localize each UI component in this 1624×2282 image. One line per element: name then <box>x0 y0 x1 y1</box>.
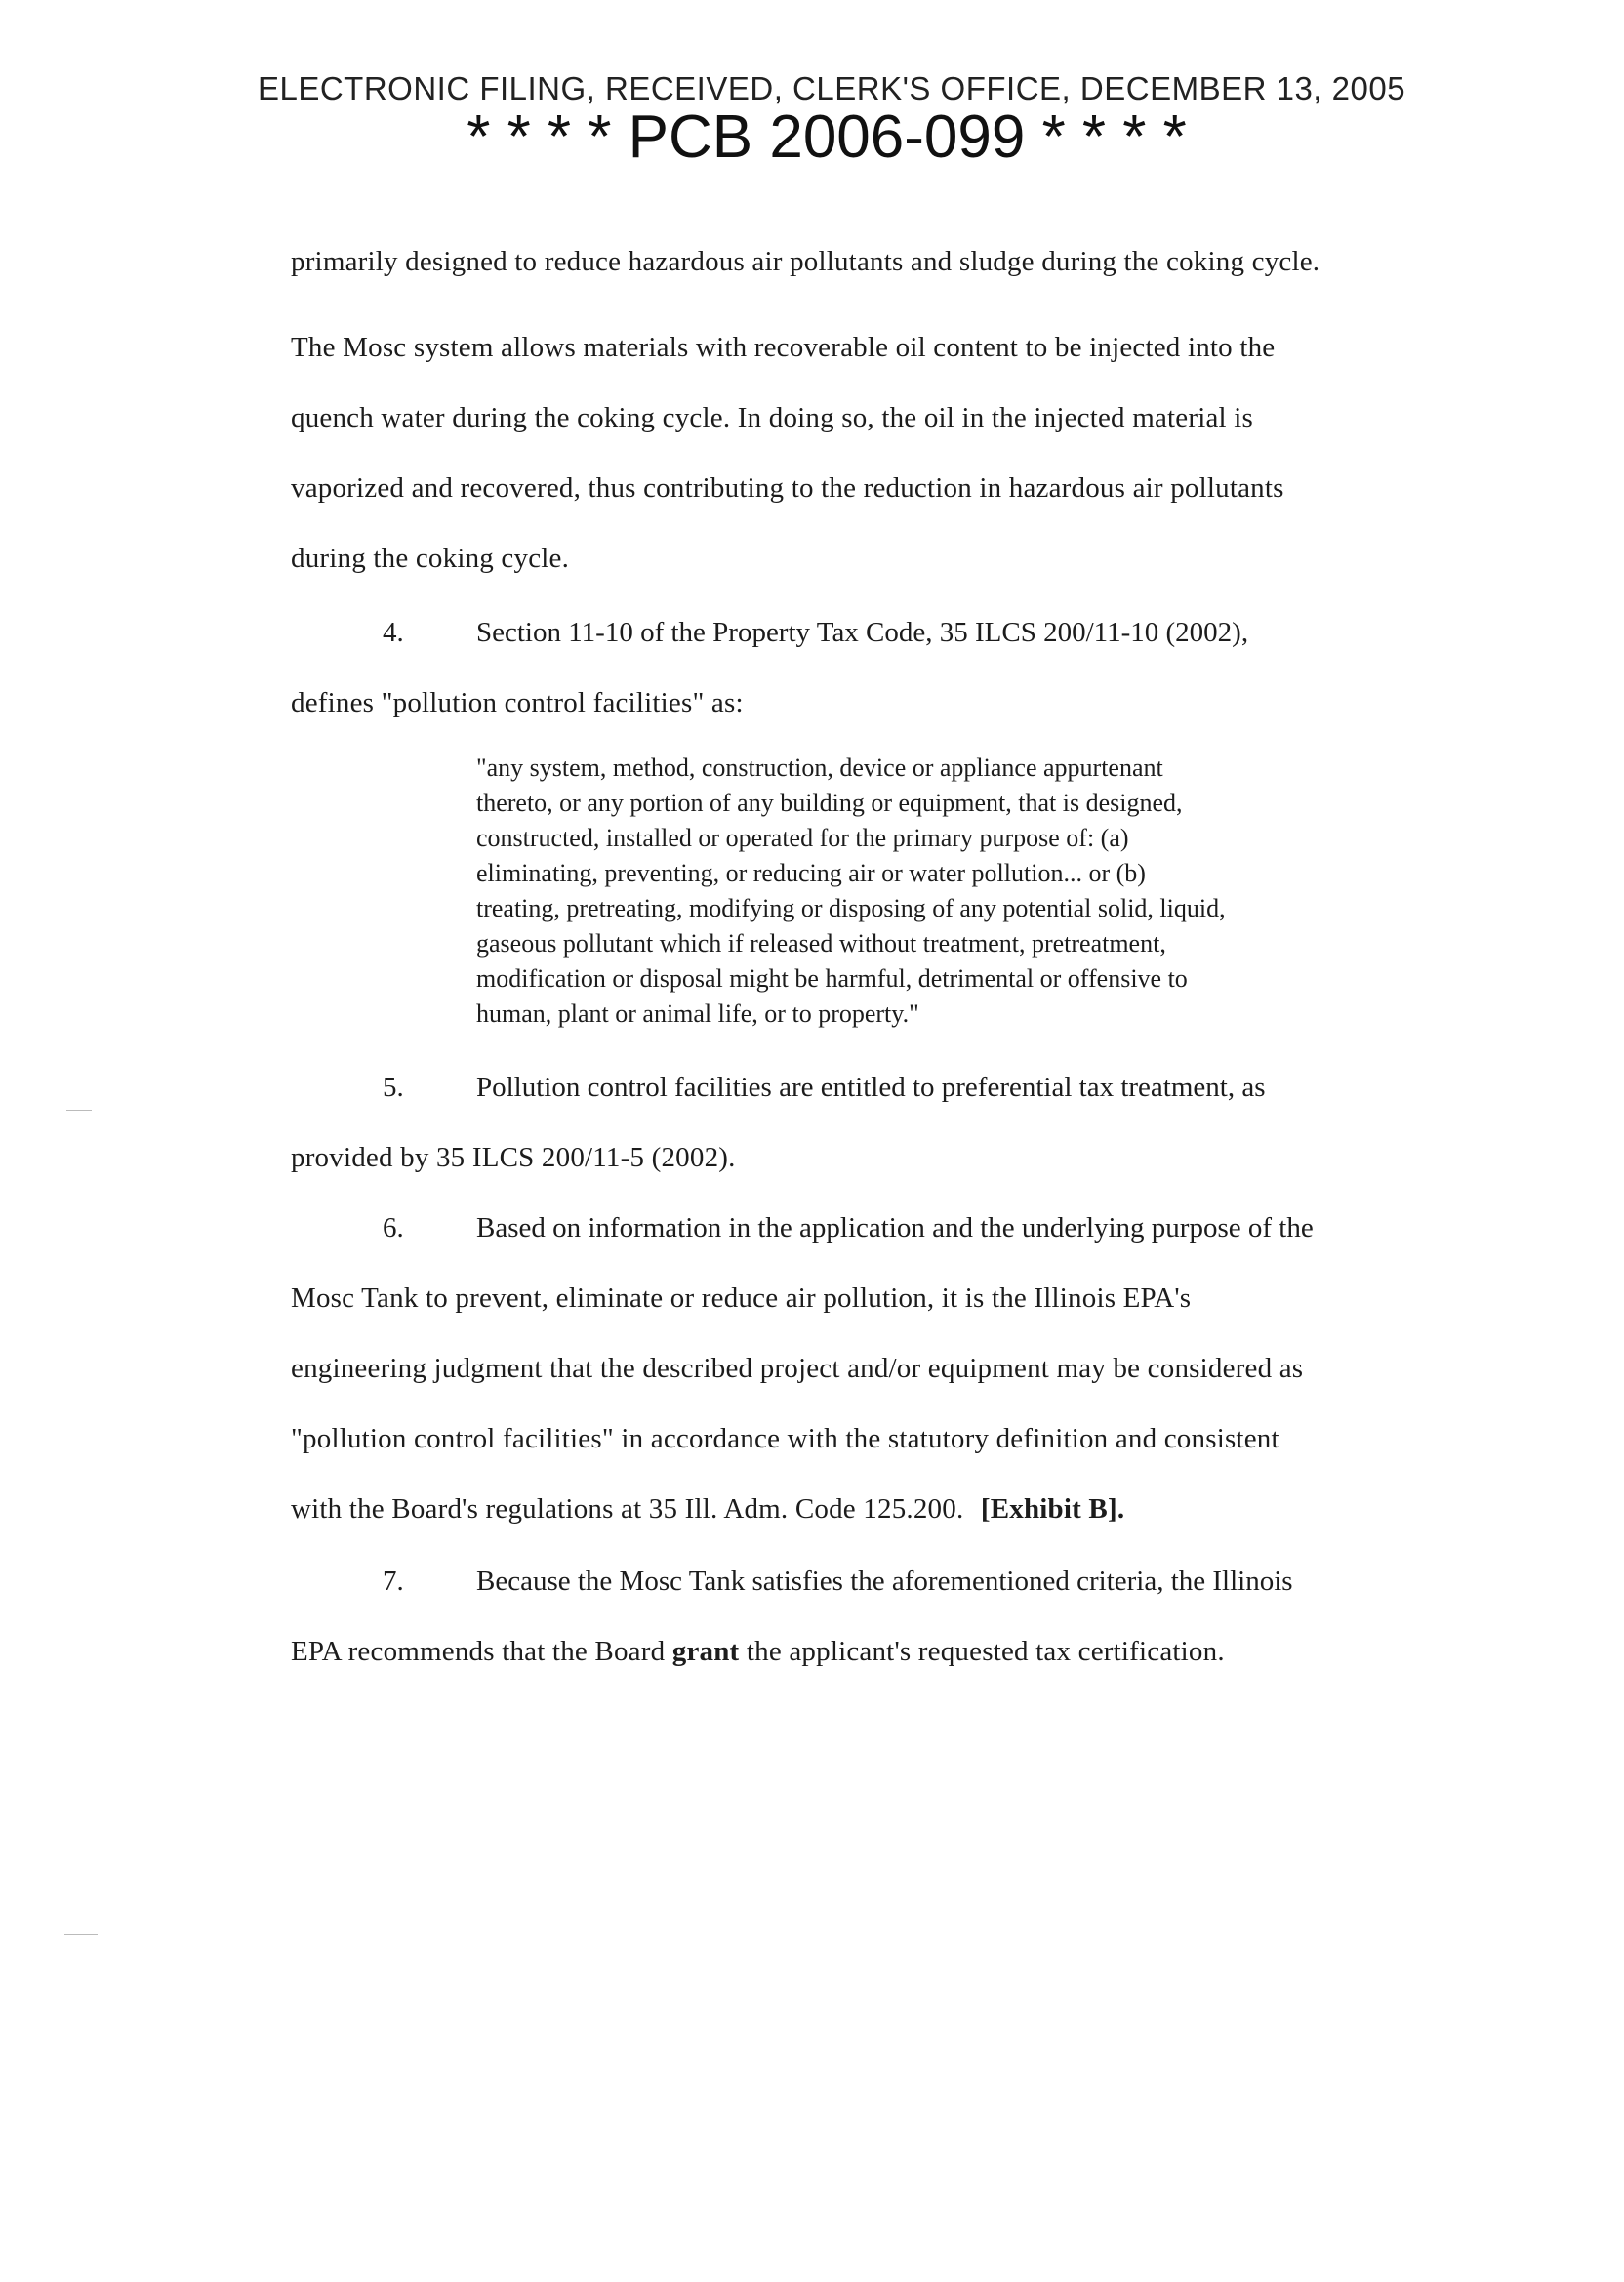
quote-line-8: human, plant or animal life, or to property." <box>476 999 919 1028</box>
para4-second-line: defines "pollution control facilities" as: <box>291 687 744 718</box>
para5-second-line: provided by 35 ILCS 200/11-5 (2002). <box>291 1142 736 1173</box>
intro-line-4: vaporized and recovered, thus contributing to the reduction in hazardous air pollutants <box>291 472 1284 504</box>
para6-last-line <box>291 1493 1124 1526</box>
para7-number: 7. <box>383 1566 404 1597</box>
docket-number: * * * * PCB 2006-099 * * * * <box>467 103 1187 171</box>
para5-number: 5. <box>383 1072 404 1103</box>
intro-line-2: The Mosc system allows materials with recoverable oil content to be injected into the <box>291 332 1276 363</box>
quote-line-5: treating, pretreating, modifying or disposing of any potential solid, liquid, <box>476 894 1226 922</box>
para6-last-line-text: with the Board's regulations at 35 Ill. Adm. Code 125.200. <box>291 1493 964 1525</box>
para7-second-line-post: the applicant's requested tax certification. <box>746 1636 1225 1667</box>
quote-line-3: constructed, installed or operated for the primary purpose of: (a) <box>476 824 1129 852</box>
quote-line-1: "any system, method, construction, device or appliance appurtenant <box>476 754 1163 782</box>
para7-second-line <box>291 1636 1225 1668</box>
quote-line-7: modification or disposal might be harmful, detrimental or offensive to <box>476 964 1188 993</box>
scan-speck <box>66 1110 92 1111</box>
intro-line-5: during the coking cycle. <box>291 543 570 574</box>
para6-line-2: Mosc Tank to prevent, eliminate or reduce air pollution, it is the Illinois EPA's <box>291 1283 1192 1314</box>
para7-first-line: Because the Mosc Tank satisfies the aforementioned criteria, the Illinois <box>476 1566 1293 1597</box>
para4-number: 4. <box>383 617 404 648</box>
para6-number: 6. <box>383 1212 404 1243</box>
quote-line-2: thereto, or any portion of any building or equipment, that is designed, <box>476 789 1183 817</box>
exhibit-reference: [Exhibit B]. <box>980 1493 1125 1525</box>
para6-line-4: "pollution control facilities" in accordance with the statutory definition and consistent <box>291 1423 1279 1454</box>
para7-second-line-pre: EPA recommends that the Board <box>291 1636 666 1667</box>
filing-stamp-line: ELECTRONIC FILING, RECEIVED, CLERK'S OFFICE, DECEMBER 13, 2005 <box>257 70 1406 106</box>
para6-first-line: Based on information in the application and the underlying purpose of the <box>476 1212 1314 1243</box>
para4-first-line: Section 11-10 of the Property Tax Code, 35 ILCS 200/11-10 (2002), <box>476 617 1249 648</box>
para6-line-3: engineering judgment that the described project and/or equipment may be considered as <box>291 1353 1304 1384</box>
quote-line-6: gaseous pollutant which if released without treatment, pretreatment, <box>476 929 1166 958</box>
quote-line-4: eliminating, preventing, or reducing air or water pollution... or (b) <box>476 859 1146 887</box>
recommendation-keyword: grant <box>671 1636 740 1667</box>
scan-speck <box>64 1934 98 1935</box>
intro-line-1: primarily designed to reduce hazardous air pollutants and sludge during the coking cycle. <box>291 246 1320 277</box>
para5-first-line: Pollution control facilities are entitled to preferential tax treatment, as <box>476 1072 1266 1103</box>
intro-line-3: quench water during the coking cycle. In doing so, the oil in the injected material is <box>291 402 1253 433</box>
